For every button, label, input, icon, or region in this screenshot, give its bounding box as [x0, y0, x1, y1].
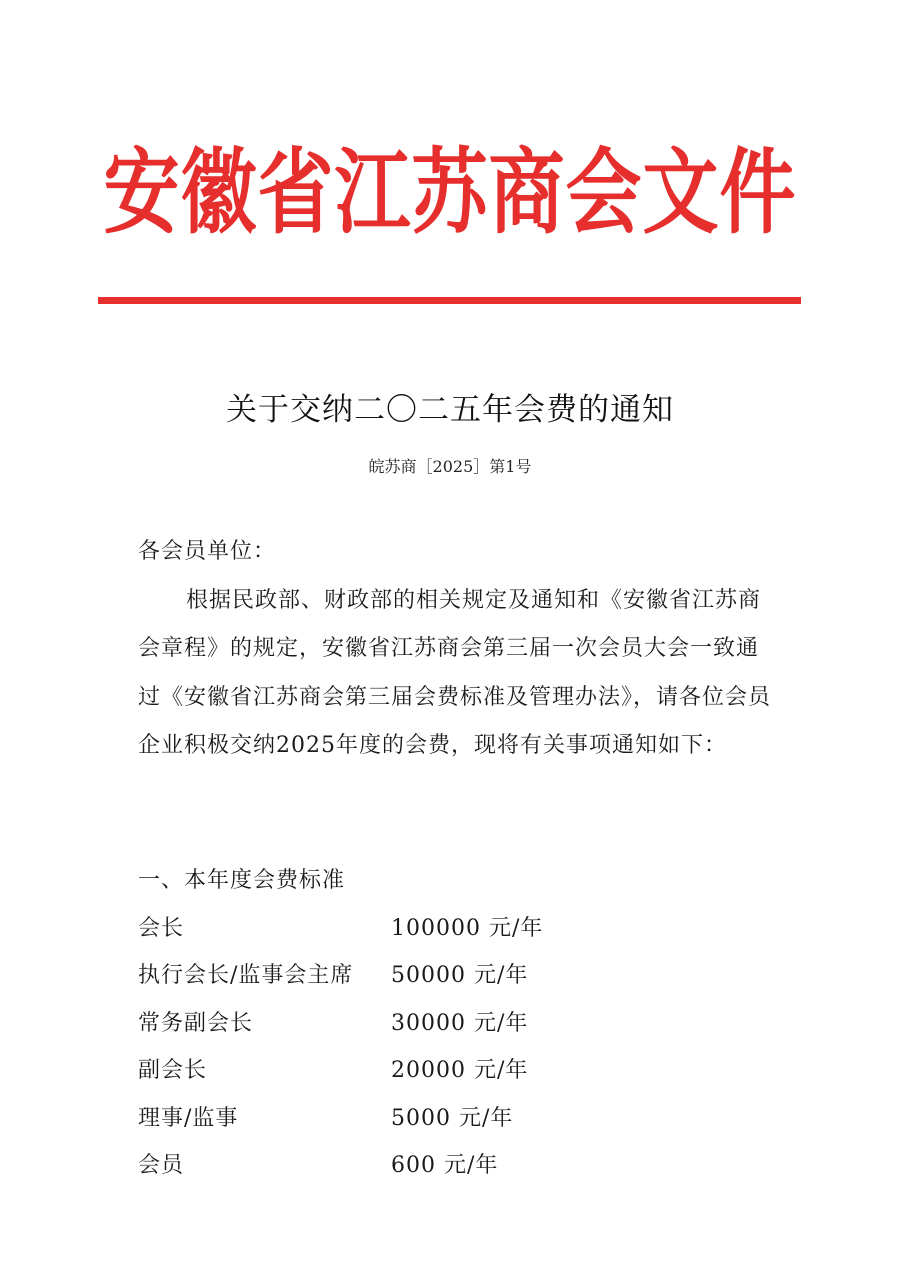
fee-row — [138, 1047, 778, 1095]
fee-amount: 600 元/年 — [391, 1153, 499, 1178]
fee-amount: 100000 元/年 — [391, 915, 544, 941]
section-heading-row — [138, 857, 778, 905]
fee-row — [138, 1000, 778, 1048]
fee-role: 常务副会长 — [138, 1010, 254, 1036]
fee-role: 执行会长/监事会主席 — [138, 963, 354, 988]
document-body — [138, 528, 778, 771]
fee-amount: 20000 元/年 — [391, 1058, 529, 1083]
section-heading: 一、本年度会费标准 — [138, 868, 346, 893]
fee-standard-list — [138, 857, 778, 1190]
document-number: 皖苏商［2025］第1号 — [368, 457, 532, 476]
fee-role: 会长 — [138, 915, 185, 941]
fee-role: 副会长 — [138, 1058, 208, 1083]
main-paragraph: 根据民政部、财政部的相关规定及通知和《安徽省江苏商会章程》的规定，安徽省江苏商会第三届一次会员大会一致通过《安徽省江苏商会第三届会费标准及管理办法》，请各位会员企业积极交纳2025年度的会费，现将有关事项通知如下： — [138, 587, 772, 758]
masthead-title: 安徽省江苏商会文件 — [103, 138, 797, 247]
red-divider-line — [98, 297, 801, 304]
fee-row — [138, 1095, 778, 1143]
fee-amount: 30000 元/年 — [391, 1010, 529, 1036]
salutation: 各会员单位： — [138, 539, 277, 564]
fee-row — [138, 952, 778, 1000]
fee-row — [138, 905, 778, 953]
fee-row — [138, 1142, 778, 1190]
fee-amount: 5000 元/年 — [391, 1105, 514, 1131]
fee-role: 会员 — [138, 1153, 185, 1178]
fee-role: 理事/监事 — [138, 1105, 239, 1131]
fee-amount: 50000 元/年 — [391, 963, 529, 988]
document-title: 关于交纳二〇二五年会费的通知 — [226, 392, 674, 428]
